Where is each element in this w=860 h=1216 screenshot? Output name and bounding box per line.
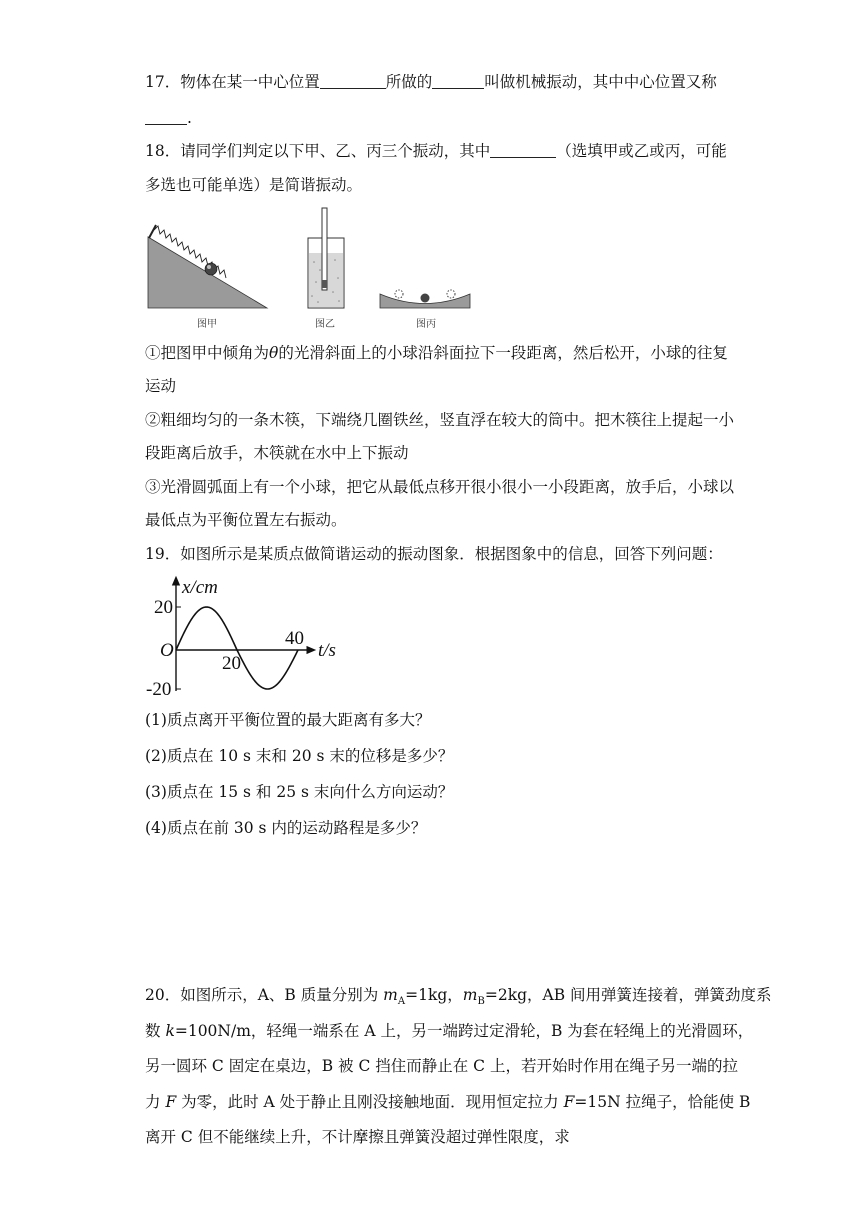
mass-b-sub: B: [477, 996, 485, 1008]
q19-sub3: (3)质点在 15 s 和 25 s 末向什么方向运动？: [145, 783, 454, 801]
q18-item1-a: ①把图甲中倾角为: [145, 344, 270, 362]
q19-sub1: (1)质点离开平衡位置的最大距离有多大？: [145, 711, 431, 729]
q20-line1: [145, 984, 772, 1013]
q18-item1-line1: [145, 342, 728, 364]
q17-line1: [145, 71, 717, 93]
q20-line2: [145, 1020, 753, 1042]
q20-l4-a: 力: [145, 1093, 166, 1111]
q17-text-c: 叫做机械振动，其中中心位置又称: [484, 73, 717, 91]
k-symbol: k: [165, 1022, 175, 1040]
mass-b-symbol: m: [462, 986, 478, 1004]
q20-l2-b: =100N/m，轻绳一端系在 A 上，另一端跨过定滑轮，B 为套在轻绳上的光滑圆环，: [174, 1022, 754, 1040]
displacement-curve: [176, 607, 298, 689]
q17-end: .: [187, 109, 192, 127]
q18-item2-line1: ②粗细均匀的一条木筷，下端绕几圈铁丝，竖直浮在较大的筒中。把木筷往上提起一小: [145, 411, 735, 429]
q18-blank: [490, 141, 556, 158]
q18-item1-line2: 运动: [145, 377, 177, 395]
ball-shape: [205, 263, 217, 275]
q20-l1-a: 20．如图所示，A、B 质量分别为: [145, 986, 384, 1004]
figure-jia: [148, 225, 267, 308]
mass-a-sub: A: [397, 996, 406, 1008]
q17-text-a: 17．物体在某一中心位置: [145, 73, 320, 91]
q17-text-b: 所做的: [385, 73, 433, 91]
q18-figures: [140, 200, 480, 335]
shm-graph: [140, 570, 370, 700]
q18-item3-line1: ③光滑圆弧面上有一个小球，把它从最低点移开很小很小一小段距离，放手后，小球以: [145, 478, 735, 496]
q17-line2: [145, 107, 192, 129]
x-axis-label: t/s: [318, 640, 336, 661]
figure-yi: [308, 208, 344, 308]
q18-item1-b: 的光滑斜面上的小球沿斜面拉下一段距离，然后松开，小球的往复: [278, 344, 728, 362]
y-tick-label-min: -20: [146, 679, 172, 700]
q19-sub4: (4)质点在前 30 s 内的运动路程是多少？: [145, 819, 427, 837]
q18-text-b: （选填甲或乙或丙，可能: [556, 142, 727, 160]
mass-a-symbol: m: [383, 986, 398, 1004]
y-tick-label-max: 20: [154, 597, 173, 618]
q20-l2-a: 数: [145, 1022, 166, 1040]
y-axis-label: x/cm: [182, 577, 218, 598]
q18-text-a: 18．请同学们判定以下甲、乙、丙三个振动，其中: [145, 142, 491, 160]
q17-blank-1: [320, 72, 386, 89]
q20-l1-b: =1kg，: [405, 986, 463, 1004]
force-symbol-2: F: [563, 1093, 575, 1111]
caption-jia: 图甲: [197, 319, 217, 330]
force-symbol-1: F: [165, 1093, 177, 1111]
q20-line3: 另一圆环 C 固定在桌边，B 被 C 挡住而静止在 C 上，若开始时作用在绳子另一端的拉: [145, 1057, 738, 1075]
q20-line5: 离开 C 但不能继续上升，不计摩擦且弹簧没超过弹性限度，求: [145, 1128, 570, 1146]
caption-yi: 图乙: [315, 319, 335, 330]
q18-item2-line2: 段距离后放手，木筷就在水中上下振动: [145, 444, 409, 462]
q19-stem: 19．如图所示是某质点做简谐运动的振动图象．根据图象中的信息，回答下列问题：: [145, 545, 723, 563]
q17-blank-2: [432, 72, 484, 89]
q20-line4: [145, 1091, 750, 1113]
q18-item3-line2: 最低点为平衡位置左右振动。: [145, 511, 347, 529]
caption-bing: 图丙: [416, 319, 436, 330]
q20-l4-b: 为零，此时 A 处于静止且刚没接触地面．现用恒定拉力: [176, 1093, 564, 1111]
q18-line2: 多选也可能单选）是简谐振动。: [145, 176, 363, 194]
x-tick-label-end: 40: [285, 628, 304, 649]
theta-symbol: θ: [269, 344, 279, 362]
q18-line1: [145, 140, 727, 162]
q20-l1-c: =2kg，AB 间用弹簧连接着，弹簧劲度系: [484, 986, 772, 1004]
q19-sub2: (2)质点在 10 s 末和 20 s 末的位移是多少？: [145, 747, 454, 765]
figure-bing: [380, 290, 470, 308]
x-tick-label-mid: 20: [222, 653, 241, 674]
q17-blank-3: [145, 108, 187, 125]
origin-label: O: [160, 640, 174, 661]
q20-l4-c: =15N 拉绳子，恰能使 B: [574, 1093, 751, 1111]
